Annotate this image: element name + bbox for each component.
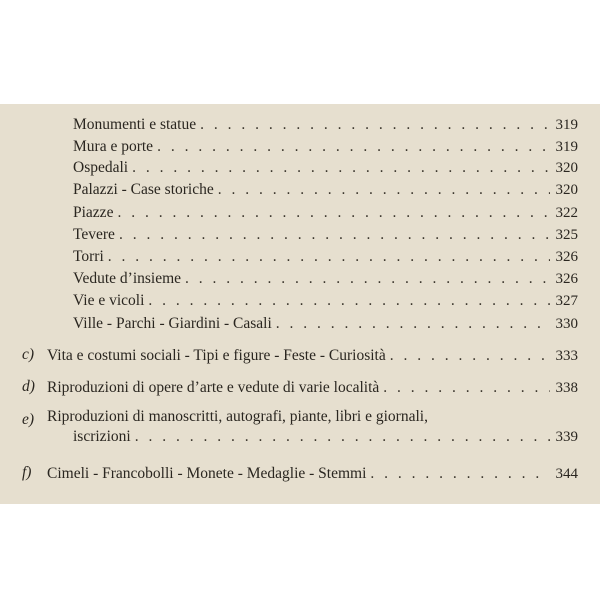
toc-entry xyxy=(73,134,578,156)
toc-entry xyxy=(73,112,578,134)
toc-section-page: 344 xyxy=(555,466,578,482)
toc-entry-page: 320 xyxy=(555,160,578,176)
toc-entry-page: 326 xyxy=(555,249,578,265)
section-letter: d) xyxy=(22,378,35,395)
dot-leader xyxy=(200,116,549,134)
dot-leader xyxy=(148,292,549,310)
toc-section-page: 333 xyxy=(555,348,578,364)
dot-leader xyxy=(390,347,550,365)
dot-leader xyxy=(132,159,549,177)
toc-entry-title: Torri xyxy=(73,248,104,265)
toc-section-title: Riproduzioni di opere d’arte e vedute di varie località xyxy=(47,379,380,396)
toc-section xyxy=(47,375,578,397)
section-letter: f) xyxy=(22,464,32,481)
toc-section-page: 339 xyxy=(555,429,578,445)
toc-entry xyxy=(73,288,578,310)
toc-entry xyxy=(73,244,578,266)
toc-entry-page: 325 xyxy=(555,227,578,243)
dot-leader xyxy=(276,315,550,333)
dot-leader xyxy=(108,248,550,266)
section-letter: c) xyxy=(22,346,35,363)
toc-entry-page: 322 xyxy=(555,205,578,221)
toc-entry-page: 330 xyxy=(555,316,578,332)
dot-leader xyxy=(185,270,549,288)
dot-leader xyxy=(135,428,550,446)
dot-leader xyxy=(157,138,549,156)
toc-section-title-line1: Riproduzioni di manoscritti, autografi, piante, libri e giornali, xyxy=(47,408,428,425)
dot-leader xyxy=(218,181,550,199)
toc-section-title: Vita e costumi sociali - Tipi e figure - Feste - Curiosità xyxy=(47,347,386,364)
toc-section-page: 338 xyxy=(555,380,578,396)
toc-entry-title: Ospedali xyxy=(73,159,129,176)
toc-entry-title: Vie e vicoli xyxy=(73,292,145,309)
toc-section xyxy=(47,343,578,365)
toc-entry-title: Ville - Parchi - Giardini - Casali xyxy=(73,315,272,332)
section-letter: e) xyxy=(22,411,35,428)
toc-section-title-line2: iscrizioni xyxy=(73,428,131,445)
toc-entry-title: Tevere xyxy=(73,226,115,243)
toc-entry-title: Mura e porte xyxy=(73,138,154,155)
toc-entry-title: Monumenti e statue xyxy=(73,116,197,133)
dot-leader xyxy=(119,226,550,244)
toc-entry-title: Piazze xyxy=(73,204,114,221)
dot-leader xyxy=(370,465,549,483)
toc-entry xyxy=(73,177,578,199)
toc-entry-page: 320 xyxy=(555,182,578,198)
toc-entry xyxy=(73,155,578,177)
toc-entry xyxy=(73,200,578,222)
book-page xyxy=(0,104,600,504)
dot-leader xyxy=(383,379,549,397)
toc-section-title: Cimeli - Francobolli - Monete - Medaglie - Stemmi xyxy=(47,465,367,482)
toc-entry-page: 319 xyxy=(555,117,578,133)
toc-section xyxy=(47,461,578,483)
toc-entry-page: 319 xyxy=(555,139,578,155)
toc-entry-title: Palazzi - Case storiche xyxy=(73,181,214,198)
toc-entry xyxy=(73,266,578,288)
toc-entry-page: 327 xyxy=(555,293,578,309)
toc-entry-title: Vedute d’insieme xyxy=(73,270,182,287)
toc-entry xyxy=(73,222,578,244)
toc-section xyxy=(73,424,578,446)
dot-leader xyxy=(117,204,549,222)
toc-entry xyxy=(73,311,578,333)
toc-entry-page: 326 xyxy=(555,271,578,287)
